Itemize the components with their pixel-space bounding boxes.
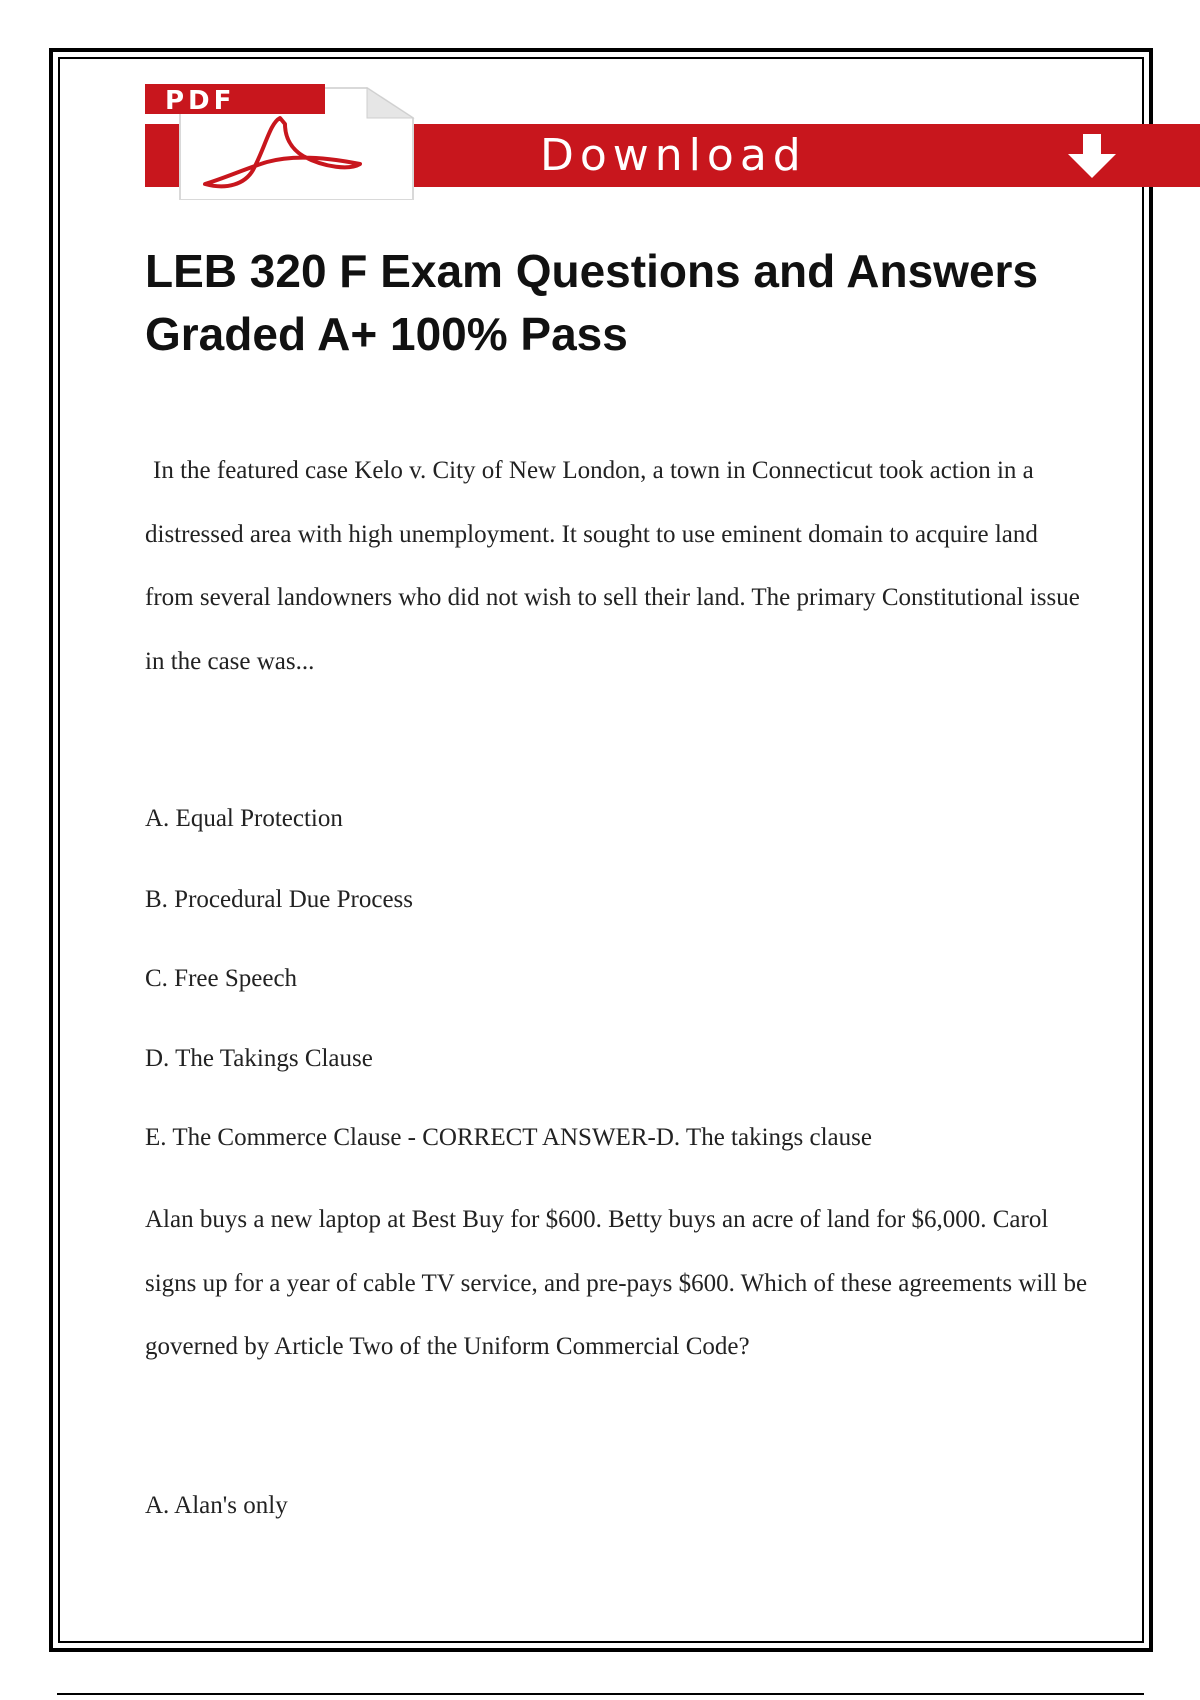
question-2-text: Alan buys a new laptop at Best Buy for $600. Betty buys an acre of land for $6,000. Carol signs up for a year of cable TV service, and pre-pays $600. Which of these agreements will be governed by Article Two of the Uniform Commercial Code? xyxy=(145,1206,1088,1360)
question-1-option-c: C. Free Speech xyxy=(145,965,298,992)
document-title: LEB 320 F Exam Questions and Answers Graded A+ 100% Pass xyxy=(145,245,1039,360)
question-1-option-e-answer: E. The Commerce Clause - CORRECT ANSWER-D. The takings clause xyxy=(145,1124,872,1151)
footer-rule xyxy=(57,1693,1144,1695)
question-2-option-a: A. Alan's only xyxy=(145,1492,288,1519)
question-1-option-d: D. The Takings Clause xyxy=(145,1045,373,1072)
pdf-badge-label: PDF xyxy=(165,86,236,116)
download-arrow-icon[interactable] xyxy=(1052,130,1132,182)
download-label[interactable]: Download xyxy=(540,130,807,181)
question-1-text: In the featured case Kelo v. City of New London, a town in Connecticut took action in a distressed area with high unemployment. It sought to use eminent domain to acquire land from several landowners who did not wish to sell their land. The primary Constitutional issue in the case was... xyxy=(145,457,1080,675)
pdf-file-icon xyxy=(145,78,415,200)
question-1-option-b: B. Procedural Due Process xyxy=(145,886,413,913)
question-1-option-a: A. Equal Protection xyxy=(145,805,343,832)
